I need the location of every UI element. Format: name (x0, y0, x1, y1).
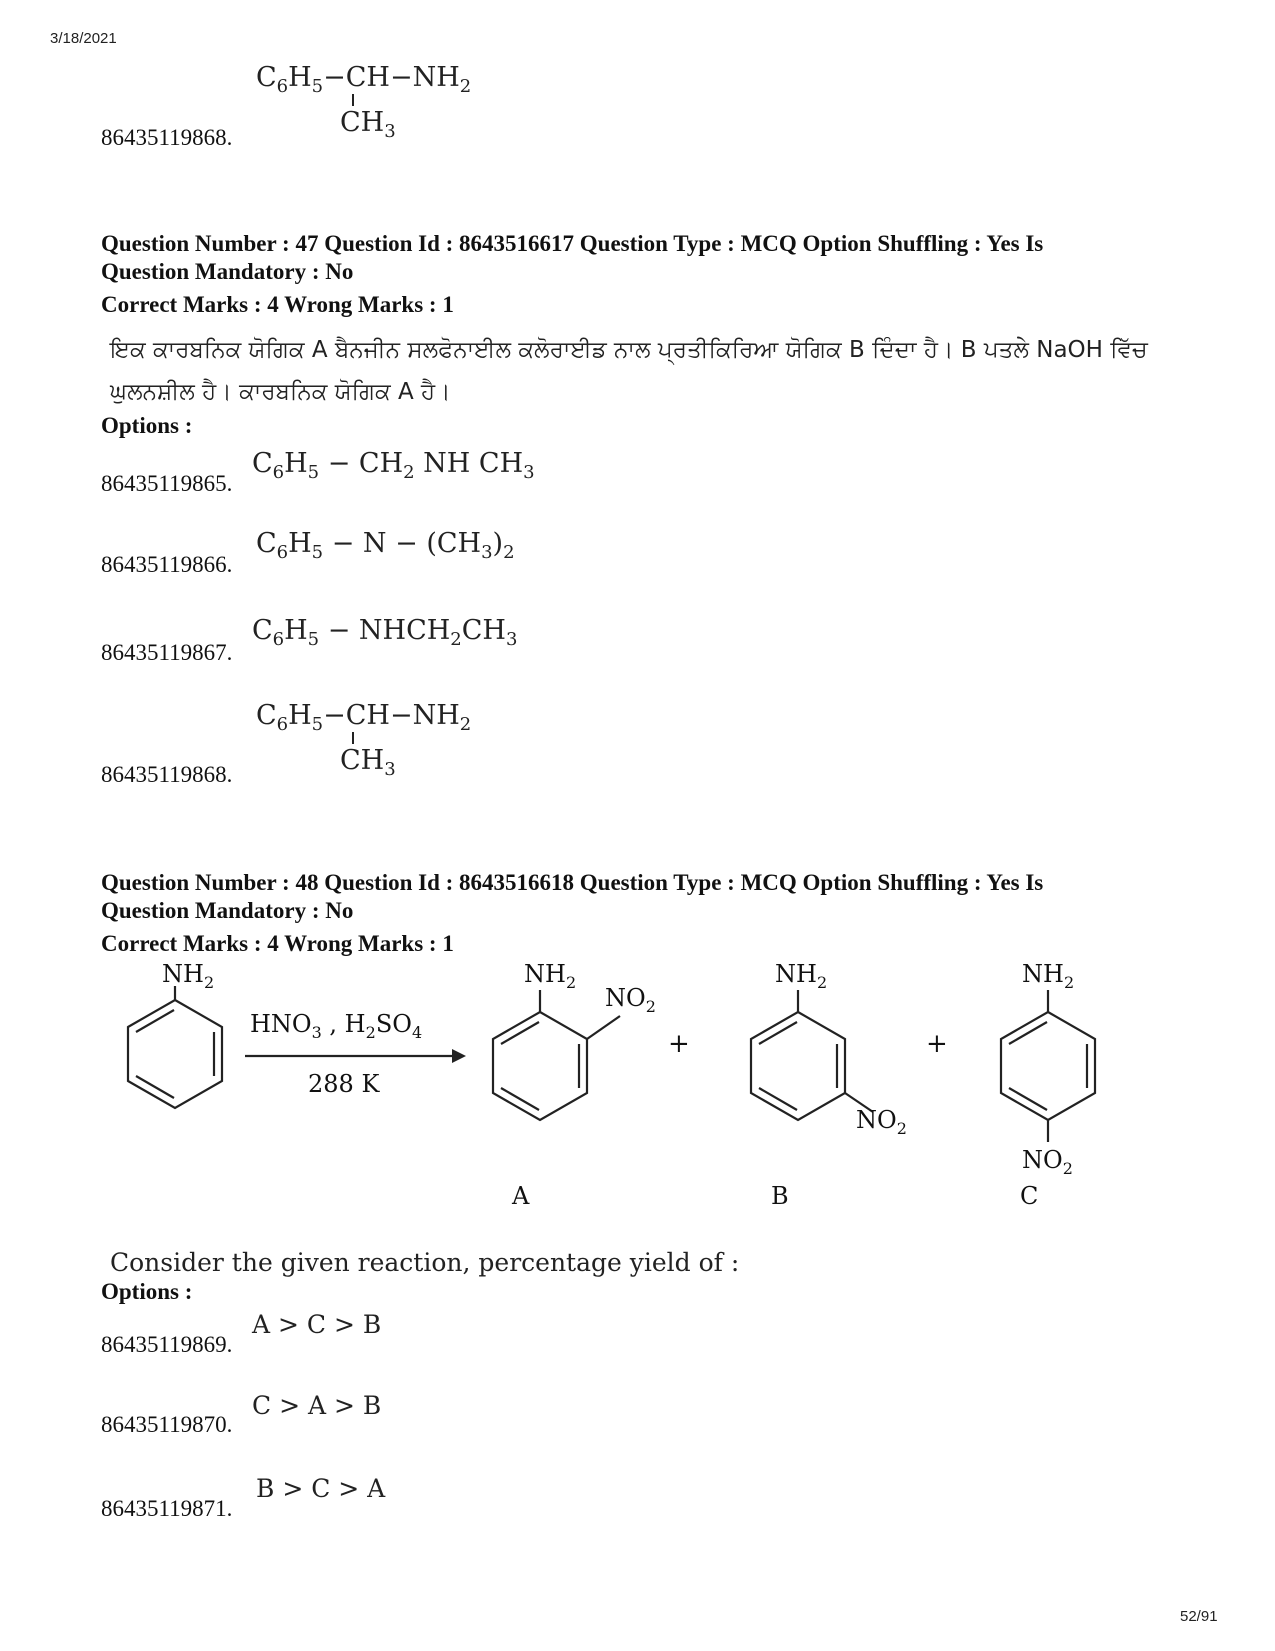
q47-header-line2: Question Mandatory : No (101, 259, 354, 284)
q47-option-4-bond (352, 732, 354, 744)
q47-option-3-id: 86435119867. (101, 640, 233, 665)
product-a-ring (493, 1012, 587, 1120)
q48-header (101, 869, 1181, 925)
q47-question-text: ਇਕ ਕਾਰਬਨਿਕ ਯੋਗਿਕ A ਬੈਨਜੀਨ ਸਲਫੋਨਾਈਲ ਕਲੋਰਾਈਡ ਨਾਲ ਪ੍ਰਤੀਕਿਰਿਆ ਯੋਗਿਕ B ਦਿੰਦਾ ਹੈ। B ਪਤਲੇ NaOH ਵਿੱਚ ਘੁਲਨਸ਼ੀਲ ਹੈ। ਕਾਰਬਨਿਕ ਯੋਗਿਕ A ਹੈ। (110, 337, 1148, 405)
product-b-nh2: $NH_2$ (775, 960, 828, 992)
q47-marks: Correct Marks : 4 Wrong Marks : 1 (101, 292, 454, 317)
top-formula-branch: $CH_3$ (340, 107, 396, 142)
q48-option-3-text: B > C > A (256, 1474, 386, 1503)
q47-option-2-id: 86435119866. (101, 552, 233, 577)
reagents-label: $HNO_3$ , $H_2SO_4$ (250, 1010, 423, 1042)
q48-option-2-id: 86435119870. (101, 1412, 233, 1437)
q48-option-3-id: 86435119871. (101, 1496, 233, 1521)
q47-option-1-id: 86435119865. (101, 471, 233, 496)
q48-option-1-id: 86435119869. (101, 1332, 233, 1357)
q47-option-4-formula-main: $C_6H_5-CH-NH_2$ (256, 700, 472, 735)
page-number: 52/91 (1180, 1608, 1218, 1625)
q47-option-3-formula: $C_6H_5$ − $NHCH_2CH_3$ (252, 615, 518, 650)
q47-header (101, 230, 1181, 286)
product-label-a: A (512, 1182, 530, 1210)
q47-options-label: Options : (101, 413, 193, 438)
q48-header-line2: Question Mandatory : No (101, 898, 354, 923)
aniline-ring (128, 1000, 222, 1108)
product-b-no2: $NO_2$ (856, 1106, 907, 1138)
q48-header-line1: Question Number : 48 Question Id : 8643516618 Question Type : MCQ Option Shuffling : Yes Is (101, 870, 1044, 895)
product-c-ring (1001, 1012, 1095, 1120)
product-label-b: B (771, 1182, 789, 1210)
product-a-no2: $NO_2$ (605, 984, 656, 1016)
product-a-nh2: $NH_2$ (524, 960, 577, 992)
arrow-head (452, 1049, 466, 1063)
q48-option-1-text: A > C > B (252, 1310, 382, 1339)
q47-option-4-id: 86435119868. (101, 762, 233, 787)
product-b-ring (751, 1012, 845, 1120)
q48-question-text: Consider the given reaction, percentage yield of : (110, 1248, 740, 1277)
q48-marks: Correct Marks : 4 Wrong Marks : 1 (101, 931, 454, 956)
top-formula-bond (352, 94, 354, 106)
product-label-c: C (1020, 1182, 1039, 1210)
q47-option-2-formula: $C_6H_5 - N - (CH_3)_2$ (256, 528, 515, 563)
q47-option-4-formula-branch: $CH_3$ (340, 745, 396, 780)
temperature-label: 288 K (308, 1070, 380, 1098)
q47-option-1-formula: $C_6H_5 - CH_2$ NH $CH_3$ (252, 448, 535, 483)
plus-2: + (926, 1029, 948, 1059)
q47-header-line1: Question Number : 47 Question Id : 8643516617 Question Type : MCQ Option Shuffling : Yes Is (101, 231, 1044, 256)
plus-1: + (668, 1029, 690, 1059)
nitration-reaction-diagram (100, 960, 1160, 1220)
product-c-nh2: $NH_2$ (1022, 960, 1075, 992)
top-formula-main: $C_6H_5-CH-NH_2$ (256, 62, 472, 97)
print-date: 3/18/2021 (50, 30, 117, 47)
top-option-id: 86435119868. (101, 125, 233, 150)
product-c-no2: $NO_2$ (1022, 1146, 1073, 1178)
q48-options-label: Options : (101, 1279, 193, 1304)
reactant-nh2-label: $NH_2$ (162, 960, 215, 992)
q48-option-2-text: C > A > B (252, 1391, 382, 1420)
